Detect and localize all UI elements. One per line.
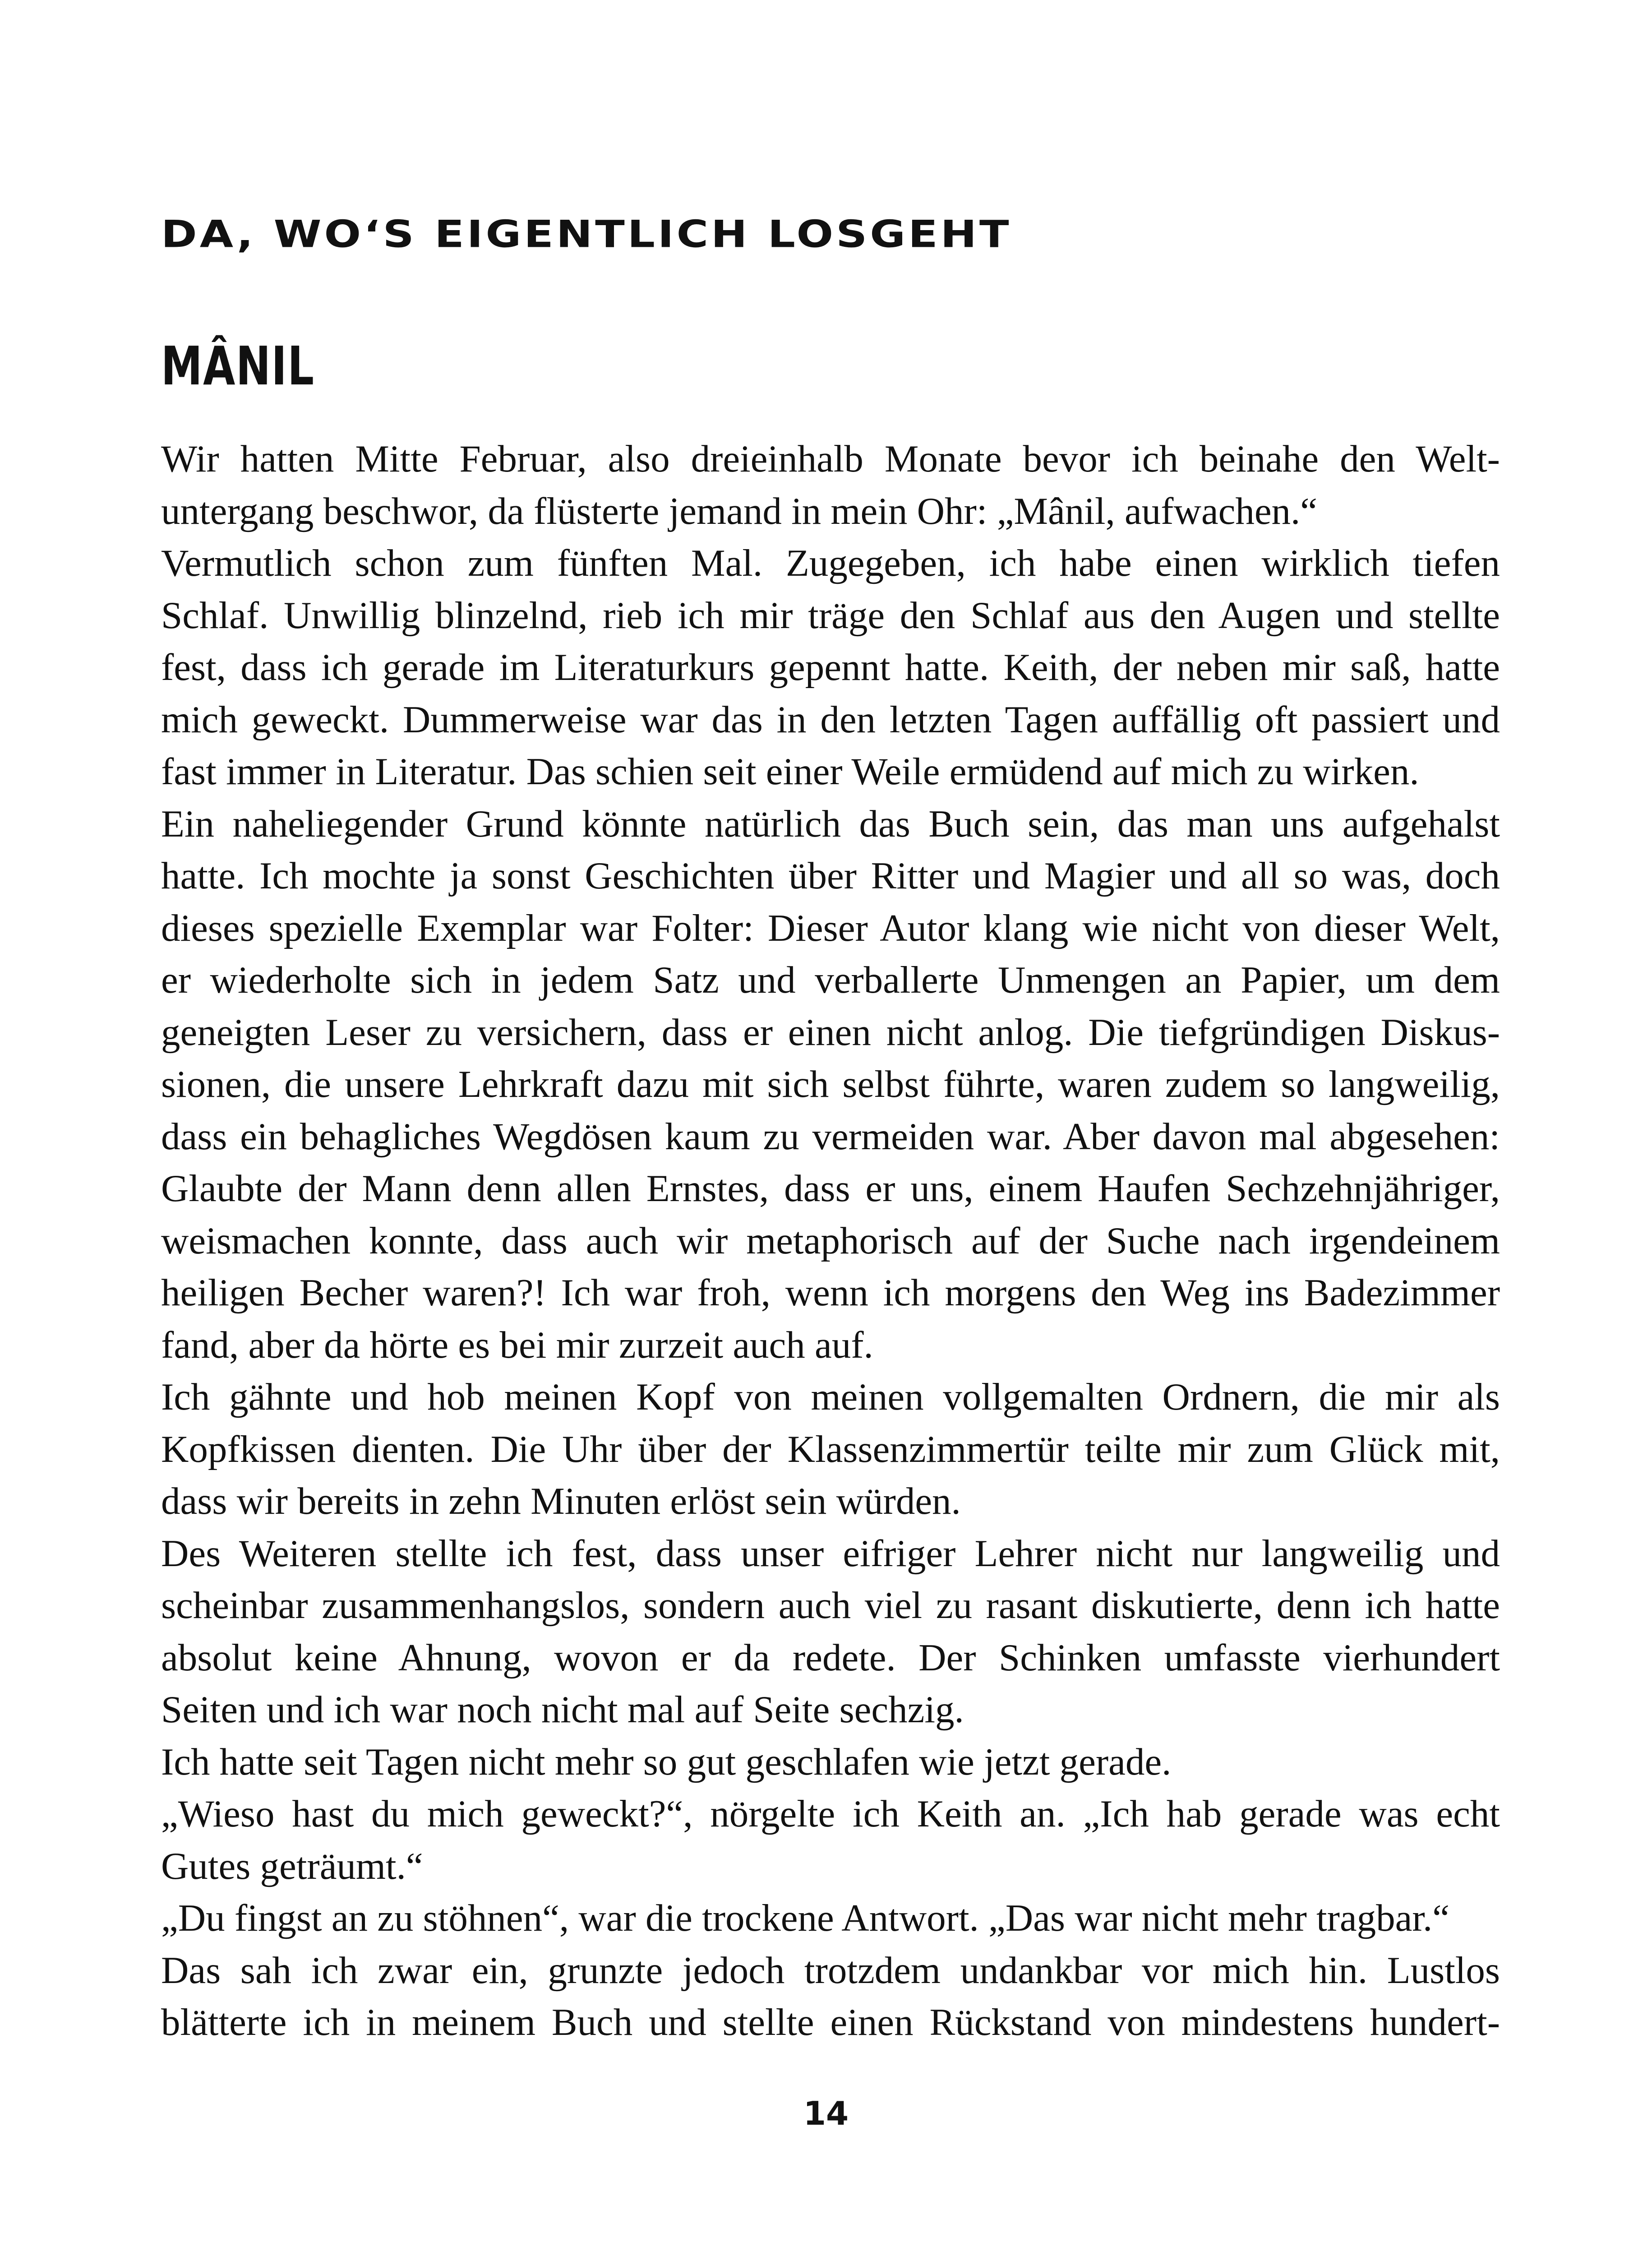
body-line: Vermutlich schon zum fünften Mal. Zugegeben, ich habe einen wirklich tiefen — [161, 542, 1500, 584]
body-line: hatte. Ich mochte ja sonst Geschichten über Ritter und Magier und all so was, doch — [161, 855, 1500, 897]
section-title: MÂNIL — [161, 335, 315, 397]
body-text — [161, 433, 1500, 2049]
body-line: fast immer in Literatur. Das schien seit einer Weile ermüdend auf mich zu wirken. — [161, 750, 1419, 793]
page-number: 14 — [803, 2094, 849, 2132]
body-line: sionen, die unsere Lehrkraft dazu mit sich selbst führte, waren zudem so langweilig, — [161, 1063, 1500, 1105]
body-line: dass wir bereits in zehn Minuten erlöst sein würden. — [161, 1480, 961, 1522]
body-line: blätterte ich in meinem Buch und stellte einen Rückstand von mindestens hundert- — [161, 2001, 1500, 2043]
body-line: weismachen konnte, dass auch wir metaphorisch auf der Suche nach irgendeinem — [161, 1219, 1500, 1262]
body-line: Schlaf. Unwillig blinzelnd, rieb ich mir träge den Schlaf aus den Augen und stellte — [161, 594, 1500, 637]
body-line: dass ein behagliches Wegdösen kaum zu vermeiden war. Aber davon mal abgesehen: — [161, 1115, 1500, 1158]
body-line: mich geweckt. Dummerweise war das in den letzten Tagen auffällig oft passiert und — [161, 698, 1500, 741]
body-line: Ich hatte seit Tagen nicht mehr so gut geschlafen wie jetzt gerade. — [161, 1740, 1172, 1783]
body-line: Ein naheliegender Grund könnte natürlich das Buch sein, das man uns aufgehalst — [161, 802, 1500, 845]
body-line: Kopfkissen dienten. Die Uhr über der Klassenzimmertür teilte mir zum Glück mit, — [161, 1428, 1500, 1470]
body-line: Das sah ich zwar ein, grunzte jedoch trotzdem undankbar vor mich hin. Lustlos — [161, 1949, 1500, 1992]
body-line: Des Weiteren stellte ich fest, dass unser eifriger Lehrer nicht nur langweilig und — [161, 1532, 1500, 1575]
body-line: absolut keine Ahnung, wovon er da redete. Der Schinken umfasste vierhundert — [161, 1636, 1500, 1679]
body-line: Seiten und ich war noch nicht mal auf Seite sechzig. — [161, 1688, 964, 1731]
body-line: Ich gähnte und hob meinen Kopf von meinen vollgemalten Ordnern, die mir als — [161, 1376, 1500, 1418]
body-line: dieses spezielle Exemplar war Folter: Dieser Autor klang wie nicht von dieser Welt, — [161, 906, 1500, 949]
body-line: geneigten Leser zu versichern, dass er einen nicht anlog. Die tiefgründigen Diskus- — [161, 1011, 1500, 1054]
body-line: fand, aber da hörte es bei mir zurzeit auch auf. — [161, 1323, 873, 1366]
body-line: „Wieso hast du mich geweckt?“, nörgelte ich Keith an. „Ich hab gerade was echt — [161, 1793, 1500, 1835]
body-line: er wiederholte sich in jedem Satz und verballerte Unmengen an Papier, um dem — [161, 959, 1500, 1001]
body-line: „Du fingst an zu stöhnen“, war die trockene Antwort. „Das war nicht mehr tragbar.“ — [161, 1897, 1449, 1939]
chapter-title: DA, WO‘S EIGENTLICH LOSGEHT — [161, 213, 1012, 256]
body-line: untergang beschwor, da flüsterte jemand in mein Ohr: „Mânil, aufwachen.“ — [161, 490, 1318, 532]
body-line: Wir hatten Mitte Februar, also dreieinhalb Monate bevor ich beinahe den Welt- — [161, 438, 1500, 480]
body-line: heiligen Becher waren?! Ich war froh, wenn ich morgens den Weg ins Badezimmer — [161, 1271, 1500, 1314]
body-line: Gutes geträumt.“ — [161, 1845, 423, 1887]
body-line: scheinbar zusammenhangslos, sondern auch viel zu rasant diskutierte, denn ich hatte — [161, 1584, 1500, 1627]
body-line: Glaubte der Mann denn allen Ernstes, dass er uns, einem Haufen Sechzehnjähriger, — [161, 1167, 1500, 1210]
body-line: fest, dass ich gerade im Literaturkurs gepennt hatte. Keith, der neben mir saß, hatte — [161, 646, 1500, 689]
